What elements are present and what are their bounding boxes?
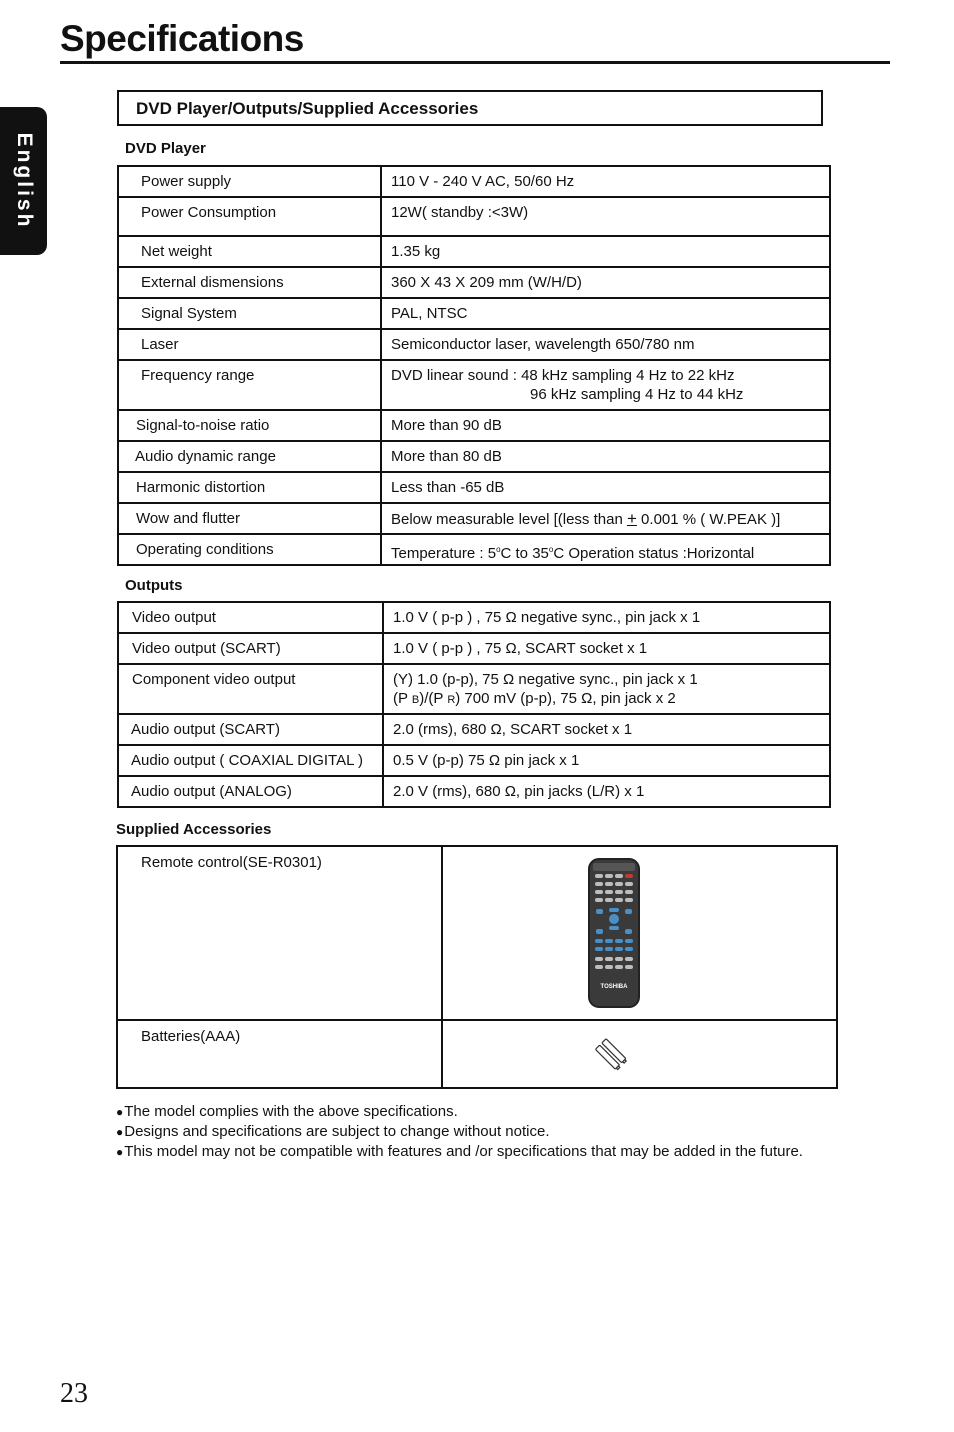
spec-label: Frequency range xyxy=(118,360,381,410)
table-row xyxy=(118,360,830,410)
accessory-image-cell xyxy=(442,1020,837,1088)
table-row xyxy=(118,633,830,664)
spec-value: 2.0 (rms), 680 Ω, SCART socket x 1 xyxy=(383,714,830,745)
remote-brand-logo: TOSHIBA xyxy=(600,984,628,990)
spec-value: (Y) 1.0 (p-p), 75 Ω negative sync., pin jack x 1 (P B)/(P R) 700 mV (p-p), 75 Ω, pin jack x 2 xyxy=(383,664,830,714)
table-row xyxy=(118,503,830,534)
spec-label: Laser xyxy=(118,329,381,360)
dvd-player-heading: DVD Player xyxy=(125,140,206,157)
list-item: ●Designs and specifications are subject to change without notice. xyxy=(116,1123,550,1140)
spec-label: Video output xyxy=(118,602,383,633)
table-row xyxy=(118,267,830,298)
dvd-player-table xyxy=(117,165,831,566)
spec-value: Below measurable level [(less than + 0.001 % ( W.PEAK )] xyxy=(381,503,830,534)
language-tab xyxy=(0,107,47,255)
spec-value: 110 V - 240 V AC, 50/60 Hz xyxy=(381,166,830,197)
spec-label: Harmonic distortion xyxy=(118,472,381,503)
table-row xyxy=(118,410,830,441)
spec-label: Audio dynamic range xyxy=(118,441,381,472)
notes-list xyxy=(116,1102,803,1162)
spec-label: Audio output (ANALOG) xyxy=(118,776,383,807)
accessories-heading: Supplied Accessories xyxy=(116,821,272,838)
table-row xyxy=(118,602,830,633)
spec-label: Audio output ( COAXIAL DIGITAL ) xyxy=(118,745,383,776)
spec-label: Signal-to-noise ratio xyxy=(118,410,381,441)
spec-value: 2.0 V (rms), 680 Ω, pin jacks (L/R) x 1 xyxy=(383,776,830,807)
accessories-table xyxy=(116,845,838,1089)
list-item: ●The model complies with the above specifications. xyxy=(116,1103,458,1120)
spec-value: Temperature : 5$^o$C to 35$^o$C Operation status :Horizontal xyxy=(381,534,830,565)
table-row xyxy=(118,714,830,745)
bullet-icon: ● xyxy=(116,1105,124,1119)
spec-label: Wow and flutter xyxy=(118,503,381,534)
table-row xyxy=(118,166,830,197)
spec-label: Power Consumption xyxy=(118,197,381,236)
spec-value: PAL, NTSC xyxy=(381,298,830,329)
spec-value: More than 90 dB xyxy=(381,410,830,441)
spec-value: 0.5 V (p-p) 75 Ω pin jack x 1 xyxy=(383,745,830,776)
spec-label: External dismensions xyxy=(118,267,381,298)
language-tab-label: English xyxy=(12,132,36,230)
spec-value: 12W( standby :<3W) xyxy=(381,197,830,236)
plus-minus-symbol: + xyxy=(626,509,637,528)
bullet-icon: ● xyxy=(116,1125,124,1139)
title-rule xyxy=(60,61,890,64)
spec-label: Video output (SCART) xyxy=(118,633,383,664)
spec-label: Power supply xyxy=(118,166,381,197)
accessory-label: Batteries(AAA) xyxy=(117,1020,442,1088)
spec-value: 1.0 V ( p-p ) , 75 Ω, SCART socket x 1 xyxy=(383,633,830,664)
accessory-label: Remote control(SE-R0301) xyxy=(117,846,442,1020)
spec-label: Audio output (SCART) xyxy=(118,714,383,745)
page-title: Specifications xyxy=(60,18,304,59)
spec-label: Net weight xyxy=(118,236,381,267)
section-title: DVD Player/Outputs/Supplied Accessories xyxy=(136,99,479,118)
spec-value: More than 80 dB xyxy=(381,441,830,472)
table-row xyxy=(118,197,830,236)
page-number: 23 xyxy=(60,1378,88,1409)
table-row xyxy=(118,776,830,807)
outputs-table xyxy=(117,601,831,808)
table-row xyxy=(117,846,837,1020)
table-row xyxy=(118,298,830,329)
bullet-icon: ● xyxy=(116,1145,124,1159)
degree-symbol: o xyxy=(496,545,501,554)
outputs-heading: Outputs xyxy=(125,577,183,594)
spec-value: 1.0 V ( p-p ) , 75 Ω negative sync., pin jack x 1 xyxy=(383,602,830,633)
spec-label: Signal System xyxy=(118,298,381,329)
table-row xyxy=(118,534,830,565)
table-row xyxy=(118,472,830,503)
table-row xyxy=(117,1020,837,1088)
degree-symbol: o xyxy=(548,545,554,554)
remote-control-icon xyxy=(587,857,647,1009)
spec-value: Semiconductor laser, wavelength 650/780 nm xyxy=(381,329,830,360)
batteries-icon xyxy=(594,1038,628,1072)
list-item: ●This model may not be compatible with features and /or specifications that may be added in the future. xyxy=(116,1143,803,1160)
table-row xyxy=(118,745,830,776)
table-row xyxy=(118,441,830,472)
table-row xyxy=(118,664,830,714)
spec-value: Less than -65 dB xyxy=(381,472,830,503)
spec-label: Component video output xyxy=(118,664,383,714)
table-row xyxy=(118,236,830,267)
spec-value: 1.35 kg xyxy=(381,236,830,267)
accessory-image-cell xyxy=(442,846,837,1020)
section-title-box xyxy=(117,90,823,126)
spec-value: DVD linear sound : 48 kHz sampling 4 Hz to 22 kHz 96 kHz sampling 4 Hz to 44 kHz xyxy=(381,360,830,410)
table-row xyxy=(118,329,830,360)
spec-label: Operating conditions xyxy=(118,534,381,565)
spec-value: 360 X 43 X 209 mm (W/H/D) xyxy=(381,267,830,298)
